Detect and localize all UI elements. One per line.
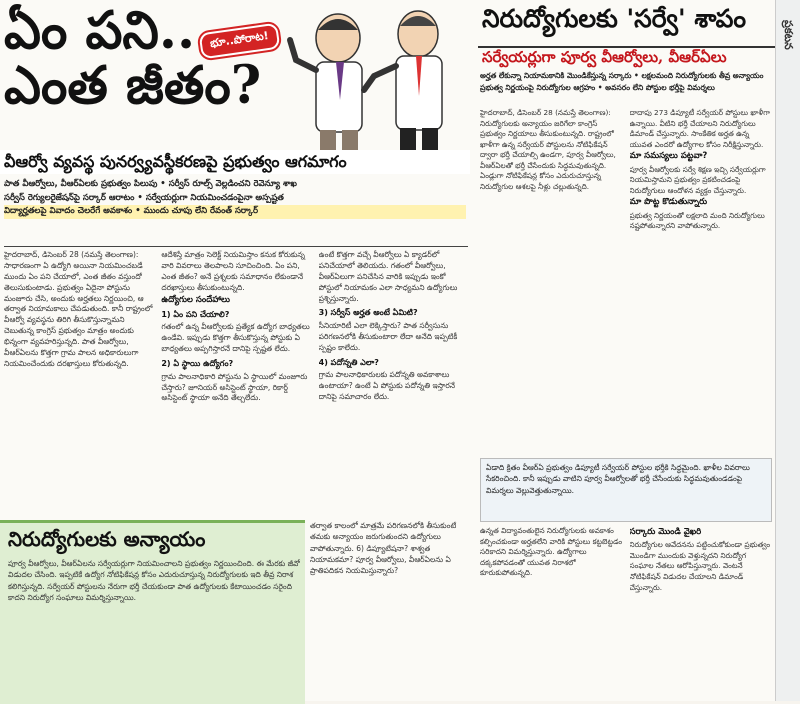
adjacent-page-strip (775, 0, 800, 701)
body-column-2 (161, 250, 310, 515)
man-left-figure (290, 14, 362, 160)
right-story-subtitle: సర్వేయర్లుగా పూర్వ వీఆర్వోలు, వీఆర్‌ఏలు (482, 48, 727, 66)
headline-line-1: ఏం పని.. (4, 0, 196, 61)
callout-box: ఏడాది క్రితం వీఆర్‌ఏ ప్రభుత్వం డిప్యూటీ సర్వేయర్ పోస్టుల భర్తీకి సిద్ధమైంది. ఖాళీల వివరాలు సేకరించింది. కానీ ఇప్పుడు వాటిని పూర్వ వీఆర్వోలతో భర్తీ చేసేందుకు సిద్ధమవుతుండడంపై విమర్శలు వెల్లువెత్తుతున్నాయి. (480, 458, 772, 522)
cartoon-illustration (278, 0, 470, 160)
body-text: గ్రామ పాలనాధికారులకు పదోన్నతి అవకాశాలు ఉంటాయా? ఉంటే ఏ పోస్టుకు పదోన్నతి ఇస్తారనే దానిపై సమాచారం లేదు. (318, 370, 456, 401)
section-heading: సర్కారు మొండి వైఖరి (629, 527, 702, 537)
body-text: గతంలో ఉన్న వీఆర్వోలకు ప్రత్యేక ఉద్యోగ బాధ్యతలు ఉండేవి. ఇప్పుడు కొత్తగా తీసుకొస్తున్న పోస్టుకు ఏ బాధ్యతలు అప్పగిస్తారనే దానిపై స్పష్టత లేదు. (161, 322, 310, 354)
question-heading: 1) ఏం పని చేయాలి? (161, 309, 230, 319)
bottom-text-column: తర్వాత కాలంలో మాత్రమే పరిగణనలోకి తీసుకుంటే తమకు అన్యాయం జరుగుతుందని ఉద్యోగులు వాపోతున్నారు. 6) డిప్యూటేషనా? శాశ్వత నియామకమా? పూర్వ వీఆర్వోలు, వీఆర్‌ఏలను ఏ ప్రాతిపదికన నియమిస్తున్నారు? (310, 521, 457, 575)
right-bottom-columns (480, 526, 772, 701)
body-column-1 (4, 250, 153, 515)
sidebar-text: పూర్వ వీఆర్వోలు, వీఆర్‌ఏలను సర్వేయర్లుగా నియమించాలని ప్రభుత్వం నిర్ణయించింది. ఈ మేరకు జీవో విడుదల చేసింది. ఇప్పటికే ఉద్యోగ నోటిఫికేషన్ల కోసం ఎదురుచూస్తున్న నిరుద్యోగులకు ఇది తీవ్ర నిరాశ కలిగిస్తున్నది. సర్వేయర్ పోస్టులను నేరుగా భర్తీ చేయకుండా పాత ఉద్యోగులకు కేటాయించడం సరైంది కాదని నిరుద్యోగ సంఘాలు విమర్శిస్తున్నాయి. (8, 559, 300, 602)
section-heading: మా పొట్ట కొడుతున్నారు (629, 197, 708, 208)
right-bottom-column-1 (480, 526, 623, 701)
body-text: హైదరాబాద్, డిసెంబర్ 28 (నమస్తే తెలంగాణ): నిరుద్యోగులకు అన్యాయం జరిగేలా కాంగ్రెస్ ప్రభుత్వం నిర్ణయాలు తీసుకుంటున్నది. రాష్ట్రంలో ఖాళీగా ఉన్న సర్వేయర్ పోస్టులను నోటిఫికేషన్ ద్వారా భర్తీ చేయాల్సి ఉండగా, పూర్వ వీఆర్వోలు, వీఆర్‌ఏలతో భర్తీ చేసేందుకు సిద్ధమవుతున్నది. ఏండ్లుగా నోటిఫికేషన్ల కోసం ఎదురుచూస్తున్న నిరుద్యోగుల ఆశలపై నీళ్లు చల్లుతున్నది. (480, 108, 616, 192)
deck-line-2: సర్వీస్ రెగ్యులరైజేషన్‌పై సర్కార్ ఆరాటం • సర్వేయర్లుగా నియమించడంపైనా అస్పష్టత (4, 192, 284, 203)
deck-line-3: విద్యార్హతలపై వివాదం చెలరేగే అవకాశం • ముందు చూపు లేని రేవంత్ సర్కార్ (4, 205, 466, 219)
headline-line-2: ఎంత జీతం? (4, 54, 262, 116)
body-text: ఉంటే కొత్తగా వచ్చే వీఆర్వోలు ఏ క్యాడర్‌లో పనిచేయాలో తెలియదు. గతంలో వీఆర్వోలు, వీఆర్‌ఏలుగా పనిచేసిన వారికి ఇప్పుడు ఇంకో పోస్టులో నియామకం ఎలా సాధ్యమని ఉద్యోగులు ప్రశ్నిస్తున్నారు. (318, 250, 458, 303)
right-bottom-column-2 (630, 526, 773, 701)
body-columns (4, 250, 468, 515)
right-body-column-2 (630, 108, 773, 458)
question-heading: 3) సర్వీస్ అర్హత అంటే ఏమిటి? (318, 308, 418, 318)
body-text: ప్రభుత్వ నిర్ణయంతో లక్షలాది మంది నిరుద్యోగులు నష్టపోతున్నారని వాపోతున్నారు. (629, 210, 765, 231)
right-body-columns (480, 108, 772, 458)
body-column-3 (319, 250, 468, 515)
question-heading: 2) ఏ స్థాయి ఉద్యోగం? (161, 359, 234, 369)
main-headline (4, 0, 274, 116)
body-text: పూర్వ వీఆర్వోలకు సర్వే శిక్షణ ఇచ్చి సర్వేయర్లుగా నియమిస్తామని ప్రభుత్వం ప్రకటించడంపై నిరుద్యోగులు ఆందోళన వ్యక్తం చేస్తున్నారు. (629, 164, 766, 195)
deck-lines (4, 178, 466, 219)
strip-text: ప్రకటన (782, 20, 795, 50)
body-text: సీనియారిటీ ఎలా లెక్కిస్తారు? పాత సర్వీసును పరిగణనలోకి తీసుకుంటారా లేదా అనేది ఇప్పటికీ స్పష్టం కాలేదు. (318, 320, 458, 352)
section-heading: మా సమస్యలు పట్టవా? (629, 151, 708, 162)
right-story-title: నిరుద్యోగులకు 'సర్వే' శాపం (482, 4, 747, 33)
body-text: నిరుద్యోగుల ఆవేదనను పట్టించుకోకుండా ప్రభుత్వం మొండిగా ముందుకు వెళ్తున్నదని నిరుద్యోగ సంఘాల నేతలు ఆరోపిస్తున్నారు. వెంటనే నోటిఫికేషన్ విడుదల చేయాలని డిమాండ్ చేస్తున్నారు. (629, 540, 771, 592)
body-text: దాదాపు 273 డిప్యూటీ సర్వేయర్ పోస్టులు ఖాళీగా ఉన్నాయి. వీటిని భర్తీ చేయాలని నిరుద్యోగులు డిమాండ్ చేస్తున్నారు. సాంకేతిక అర్హత ఉన్న యువత ఎందరో ఉద్యోగాల కోసం నిరీక్షిస్తున్నారు. (629, 108, 770, 149)
body-text: హైదరాబాద్, డిసెంబర్ 28 (నమస్తే తెలంగాణ): సాధారణంగా ఏ ఉద్యోగి అయినా నియమించబడే ముందు ఏం పని చేయాలో, ఎంత జీతం వస్తుందో తెలుసుకుంటాడు. ప్రభుత్వం ఏదైనా పోస్టును మంజూరు చేసి, అందుకు అర్హతలు నిర్ణయించి, ఆ తర్వాత నియామకాలు చేపడుతుంది. కానీ రాష్ట్రంలో వీఆర్వో వ్యవస్థను తిరిగి తీసుకొస్తున్నామని చెబుతున్న కాంగ్రెస్ ప్రభుత్వం మాత్రం అందుకు భిన్నంగా వ్యవహరిస్తున్నది. పాత వీఆర్వోలు, వీఆర్‌ఏలను కొత్తగా గ్రామ పాలన అధికారులుగా నియమించేందుకు దరఖాస్తులు కోరుతున్నది. (4, 250, 153, 368)
right-body-column-1 (480, 108, 623, 458)
body-text: ఉన్నత విద్యావంతులైన నిరుద్యోగులకు అవకాశం కల్పించకుండా అర్హతలేని వారికి పోస్టులు కట్టబెట్టడం సరికాదని విమర్శిస్తున్నారు. ఉద్యోగాలు దక్కకపోవడంతో యువత నిరాశలో కూరుకుపోతున్నది. (480, 526, 623, 578)
deck-line-1: అర్హత లేకున్నా నియామకానికి మొండికేస్తున్న సర్కారు • లక్షలమంది నిరుద్యోగులకు తీవ్ర అన్యాయం (480, 71, 764, 80)
sub-headline: వీఆర్వో వ్యవస్థ పునర్వ్యవస్థీకరణపై ప్రభుత్వం ఆగమాగం (4, 152, 347, 171)
deck-line-2: ప్రభుత్వ నిర్ణయంపై నిరుద్యోగుల ఆగ్రహం • అవసరం లేని పోస్టుల భర్తీపై విమర్శలు (480, 83, 715, 92)
body-text: ఆదేశిస్తే మాత్రం సెలెక్ట్ నియమిస్తాం కనుక కోరుకున్న వారి వివరాలు తెలపాలని సూచించింది. ఏం పని, ఎంత జీతం? అనే ప్రశ్నలకు సమాధానం లేకుండానే దరఖాస్తులు తీసుకుంటున్నది. (161, 250, 305, 292)
right-story-decks (480, 70, 772, 94)
man-right-figure (364, 11, 442, 160)
body-text: గ్రామ పాలనాధికారి పోస్టును ఏ స్థాయిలో మంజూరు చేస్తారు? జూనియర్ అసిస్టెంట్ స్థాయా, రికార్డ్ అసిస్టెంట్ స్థాయా అనేది తేల్చలేదు. (161, 371, 308, 403)
column-badge: భూ..పోరాట! (199, 23, 281, 60)
divider (4, 246, 468, 247)
deck-line-1: పాత వీఆర్వోలు, వీఆర్‌ఏలకు ప్రభుత్వం పిలుపు • సర్వీస్ రూల్స్ వెల్లడించని రెవెన్యూ శాఖ (4, 179, 297, 189)
sidebar-title: నిరుద్యోగులకు అన్యాయం (8, 527, 206, 551)
section-heading: ఉద్యోగుల సందేహాలు (161, 294, 230, 305)
question-heading: 4) పదోన్నతి ఎలా? (318, 357, 379, 367)
